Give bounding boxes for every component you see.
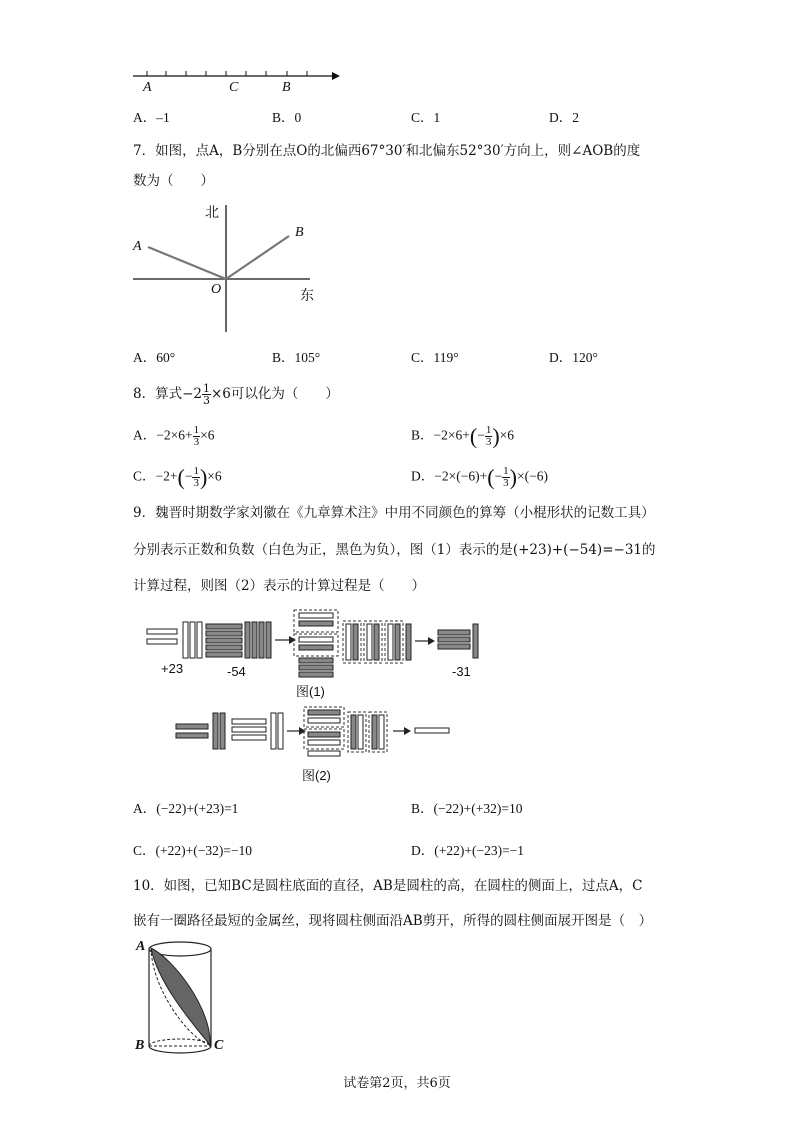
fig2-caption: 图(2) <box>302 768 331 783</box>
axis-label-a: A <box>143 80 152 95</box>
point-b-label: B <box>295 225 304 240</box>
cyl-point-b: B <box>135 1038 145 1053</box>
q9-line1: 9．魏晋时期数学家刘徽在《九章算术注》中用不同颜色的算筹（小棍形状的记数工具） <box>133 505 655 521</box>
q7-stem-line1: 7．如图，点A，B分别在点O的北偏西67°30′和北偏东52°30′方向上，则∠AOB的度 <box>133 143 641 159</box>
q7-stem-line2: 数为（ ） <box>133 173 214 189</box>
q7-option-b[interactable]: B．105° <box>272 350 321 365</box>
q9-option-a[interactable]: A．(−22)+(+23)=1 <box>133 801 239 816</box>
fig1-label-minus31: -31 <box>452 664 471 679</box>
q7-option-a[interactable]: A．60° <box>133 350 176 365</box>
fraction: $\frac{1}{3}$ <box>203 382 210 407</box>
q8-option-d[interactable]: D．−2×(−6)+(− $\frac{1}{3}$ )×(−6) <box>411 464 548 490</box>
q6-option-a[interactable]: A．–1 <box>133 110 170 125</box>
q9-line2: 分别表示正数和负数（白色为正，黑色为负），图（1）表示的是(+23)+(−54)=−31的 <box>133 542 656 558</box>
q10-line1: 10．如图，已知BC是圆柱底面的直径，AB是圆柱的高，在圆柱的侧面上，过点A，C <box>133 878 643 894</box>
east-label: 东 <box>300 288 314 304</box>
point-a-label: A <box>133 239 142 254</box>
q8-option-c[interactable]: C．−2+(− $\frac{1}{3}$ )×6 <box>133 464 222 490</box>
q9-option-d[interactable]: D．(+22)+(−23)=−1 <box>411 843 525 858</box>
q8-stem: 8．算式−2 $\frac{1}{3}$ ×6可以化为（ ） <box>133 382 339 407</box>
fig1-label-plus23: +23 <box>161 661 184 676</box>
q10-line2: 嵌有一圈路径最短的金属丝，现将圆柱侧面沿AB剪开，所得的圆柱侧面展开图是（ ） <box>133 913 653 929</box>
q6-option-b[interactable]: B．0 <box>272 110 302 125</box>
q8-option-a[interactable]: A．−2×6+ $\frac{1}{3}$ ×6 <box>133 424 215 448</box>
cyl-point-c: C <box>214 1038 224 1053</box>
page-footer: 试卷第2页，共6页 <box>343 1076 451 1091</box>
q9-option-b[interactable]: B．(−22)+(+32)=10 <box>411 801 523 816</box>
axis-label-c: C <box>229 80 239 95</box>
fig1-caption: 图(1) <box>296 684 325 699</box>
cyl-point-a: A <box>136 939 146 954</box>
q6-option-c[interactable]: C．1 <box>411 110 441 125</box>
fig1-label-minus54: -54 <box>227 664 246 679</box>
axis-label-b: B <box>282 80 291 95</box>
q8-option-b[interactable]: B．−2×6+(− $\frac{1}{3}$ )×6 <box>411 423 515 449</box>
q9-line3: 计算过程，则图（2）表示的计算过程是（ ） <box>133 578 426 594</box>
q9-option-c[interactable]: C．(+22)+(−32)=−10 <box>133 843 253 858</box>
north-label: 北 <box>205 205 219 221</box>
q6-option-d[interactable]: D．2 <box>549 110 579 125</box>
q7-option-d[interactable]: D．120° <box>549 350 598 365</box>
point-o-label: O <box>211 282 222 297</box>
q7-option-c[interactable]: C．119° <box>411 350 459 365</box>
